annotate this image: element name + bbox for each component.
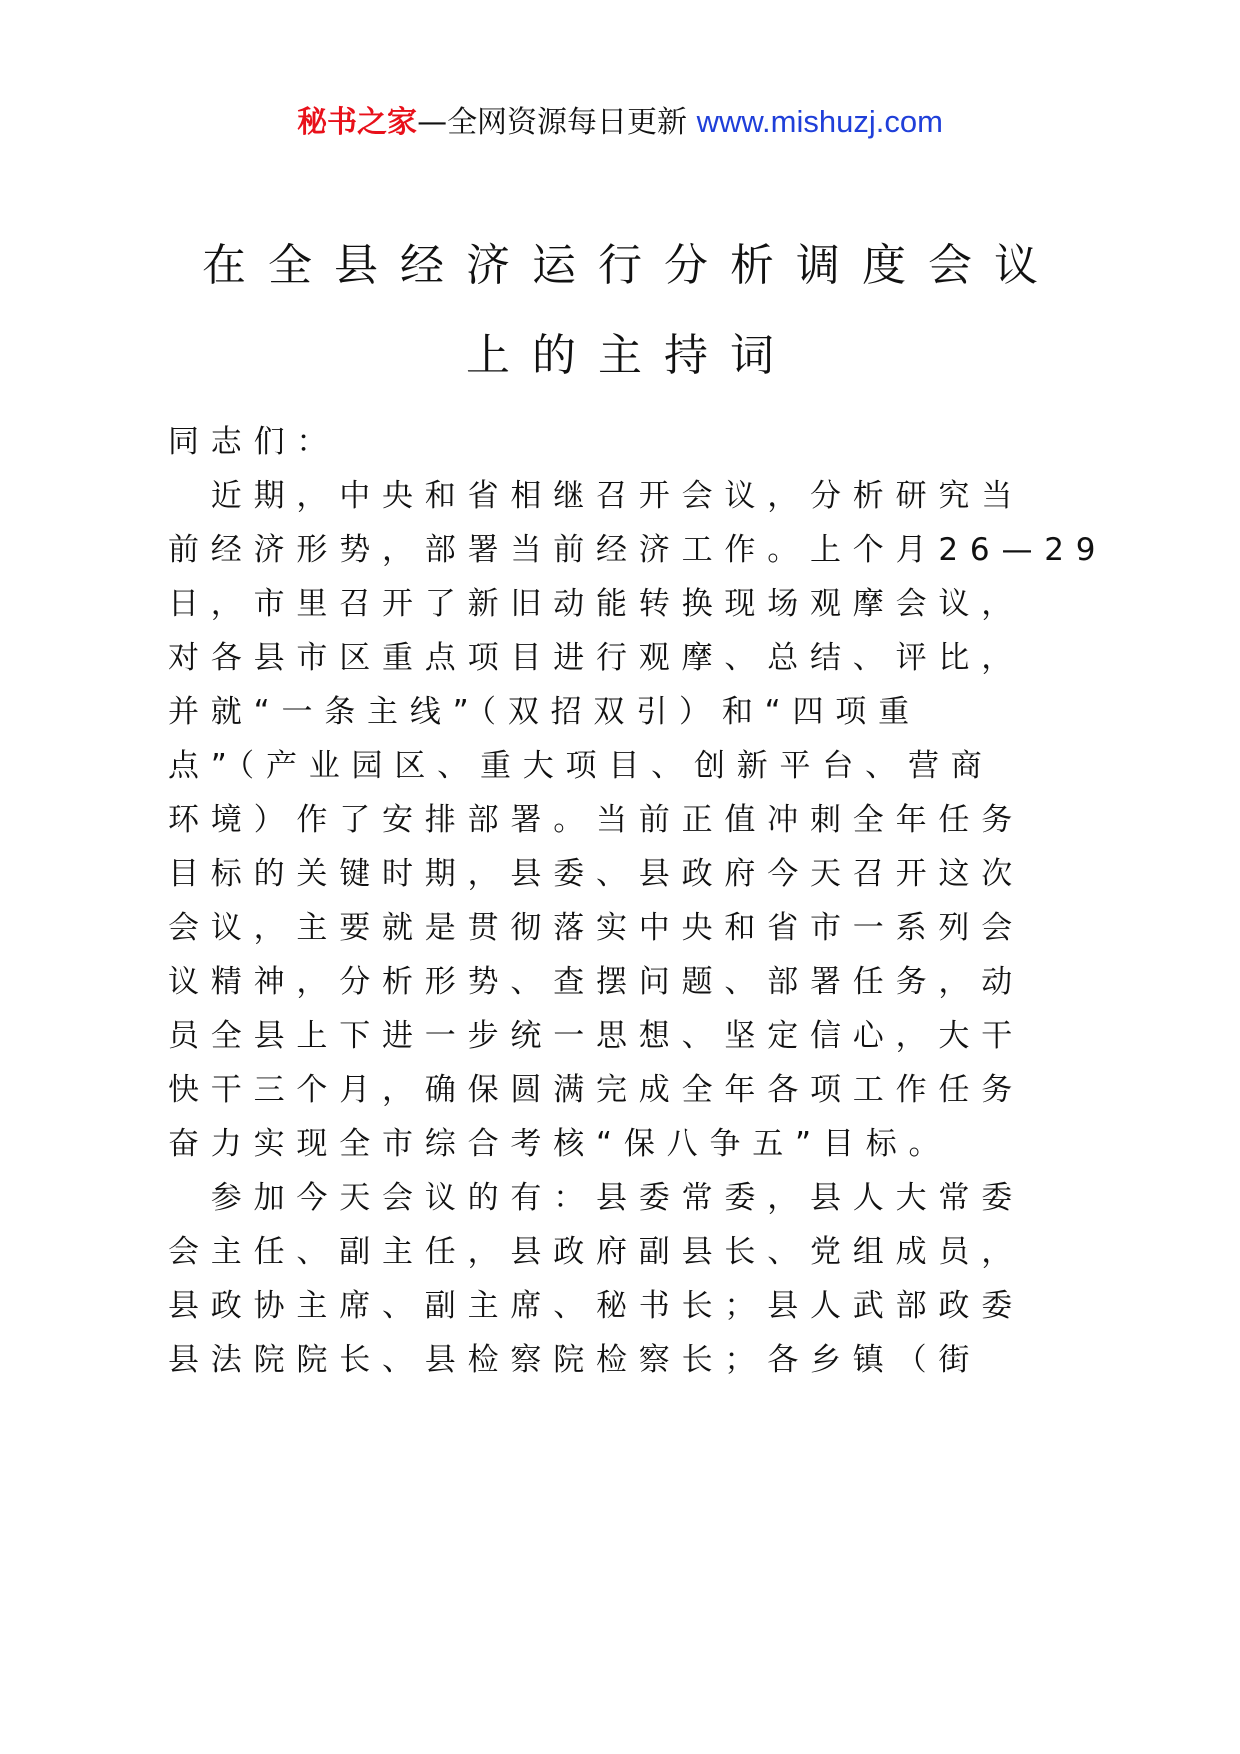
body-line: 会议，主要就是贯彻落实中央和省市一系列会 xyxy=(168,910,1024,946)
body-line: 并就“一条主线”（双招双引）和“四项重 xyxy=(168,694,921,730)
body-line: 同志们： xyxy=(168,424,340,460)
site-url[interactable]: www.mishuzj.com xyxy=(696,104,943,139)
document-title-line-2: 上的主持词 xyxy=(466,330,796,381)
body-line: 目标的关键时期，县委、县政府今天召开这次 xyxy=(168,856,1024,892)
body-line: 日，市里召开了新旧动能转换现场观摩会议， xyxy=(168,586,1024,622)
body-line: 会主任、副主任，县政府副县长、党组成员， xyxy=(168,1234,1024,1270)
document-title-line-1: 在全县经济运行分析调度会议 xyxy=(202,240,1060,291)
body-line: 对各县市区重点项目进行观摩、总结、评比， xyxy=(168,640,1024,676)
body-line: 议精神，分析形势、查摆问题、部署任务，动 xyxy=(168,964,1024,1000)
body-line: 快干三个月，确保圆满完成全年各项工作任务 xyxy=(168,1072,1024,1108)
body-line: 近期，中央和省相继召开会议，分析研究当 xyxy=(168,478,1024,514)
body-line: 参加今天会议的有：县委常委，县人大常委 xyxy=(168,1180,1024,1216)
body-line: 县政协主席、副主席、秘书长；县人武部政委 xyxy=(168,1288,1024,1324)
header-tagline: —全网资源每日更新 xyxy=(417,105,697,140)
body-line: 前经济形势，部署当前经济工作。上个月26—29 xyxy=(168,532,1108,568)
body-line: 点”（产业园区、重大项目、创新平台、营商 xyxy=(168,748,994,784)
site-header xyxy=(0,100,1240,145)
body-line: 员全县上下进一步统一思想、坚定信心，大干 xyxy=(168,1018,1024,1054)
body-line: 奋力实现全市综合考核“保八争五”目标。 xyxy=(168,1126,952,1162)
brand-name: 秘书之家 xyxy=(297,105,418,140)
body-line: 县法院院长、县检察院检察长；各乡镇（街 xyxy=(168,1342,982,1378)
body-line: 环境）作了安排部署。当前正值冲刺全年任务 xyxy=(168,802,1024,838)
